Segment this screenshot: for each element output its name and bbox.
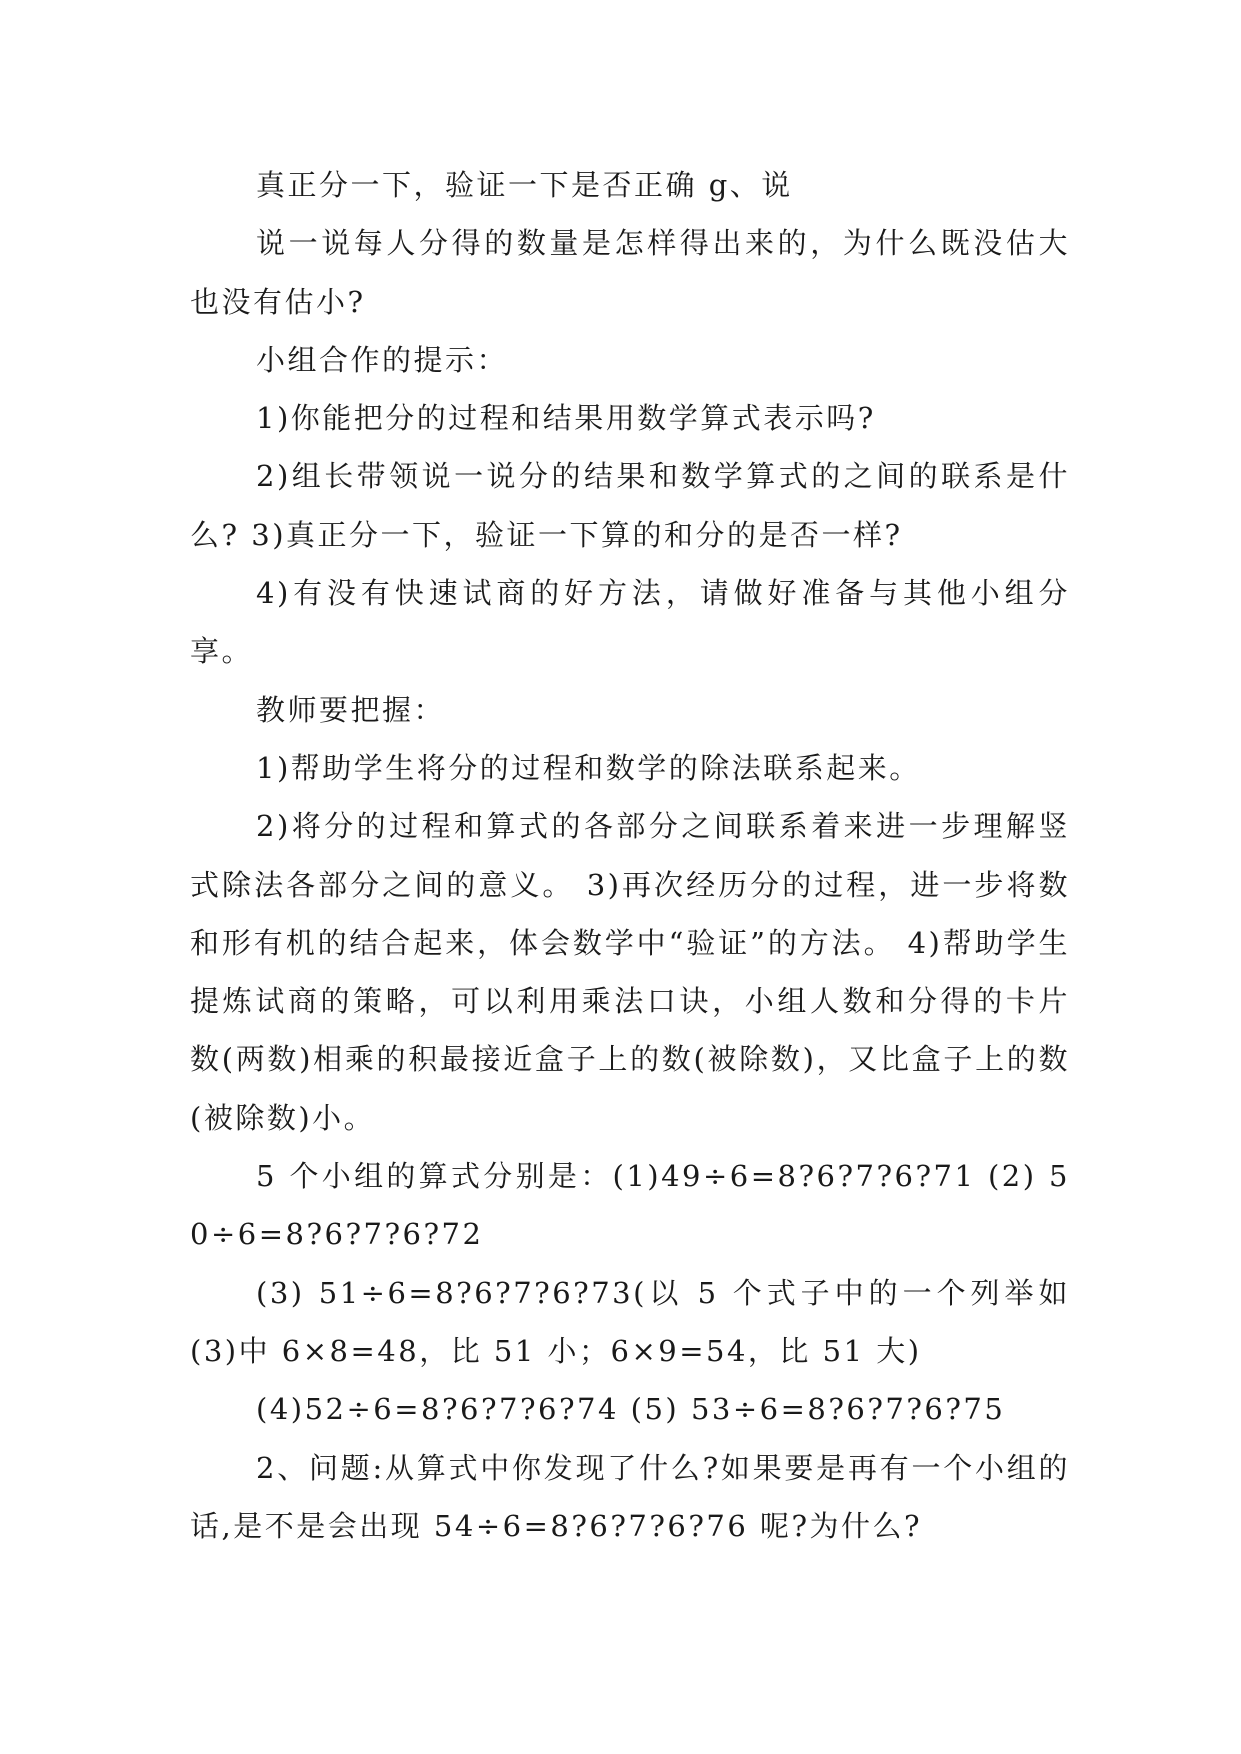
paragraph: (4)52÷6=8?6?7?6?74 (5) 53÷6=8?6?7?6?75 [256,1392,1006,1427]
paragraph: 2)组长带领说一说分的结果和数学算式的之间的联系是什么? 3)真正分一下，验证一下算的和分的是否一样? [190,459,1070,552]
document-body [190,156,1070,1555]
paragraph: 5 个小组的算式分别是：(1)49÷6=8?6?7?6?71 (2) 50÷6=8?6?7?6?72 [190,1159,1070,1252]
paragraph: 2、问题:从算式中你发现了什么?如果要是再有一个小组的话,是不是会出现 54÷6=8?6?7?6?76 呢?为什么? [190,1450,1070,1543]
paragraph: 4)有没有快速试商的好方法，请做好准备与其他小组分享。 [190,576,1070,669]
paragraph: 2)将分的过程和算式的各部分之间联系着来进一步理解竖式除法各部分之间的意义。 3)再次经历分的过程，进一步将数和形有机的结合起来，体会数学中“验证”的方法。 4)帮助学生提炼试商的策略，可以利用乘法口诀，小组人数和分得的卡片数(两数)相乘的积最接近盒子上的数(被除数)，又比盒子上的数(被除数)小。 [190,809,1070,1135]
paragraph: 1)帮助学生将分的过程和数学的除法联系起来。 [256,750,921,785]
paragraph: 真正分一下，验证一下是否正确 g、说 [256,168,793,202]
paragraph: (3) 51÷6=8?6?7?6?73(以 5 个式子中的一个列举如(3)中 6×8=48，比 51 小；6×9=54，比 51 大) [190,1275,1070,1368]
paragraph: 说一说每人分得的数量是怎样得出来的，为什么既没估大也没有估小? [190,226,1070,319]
paragraph: 教师要把握： [256,692,446,727]
paragraph: 1)你能把分的过程和结果用数学算式表示吗? [256,401,876,436]
paragraph: 小组合作的提示： [256,342,509,377]
